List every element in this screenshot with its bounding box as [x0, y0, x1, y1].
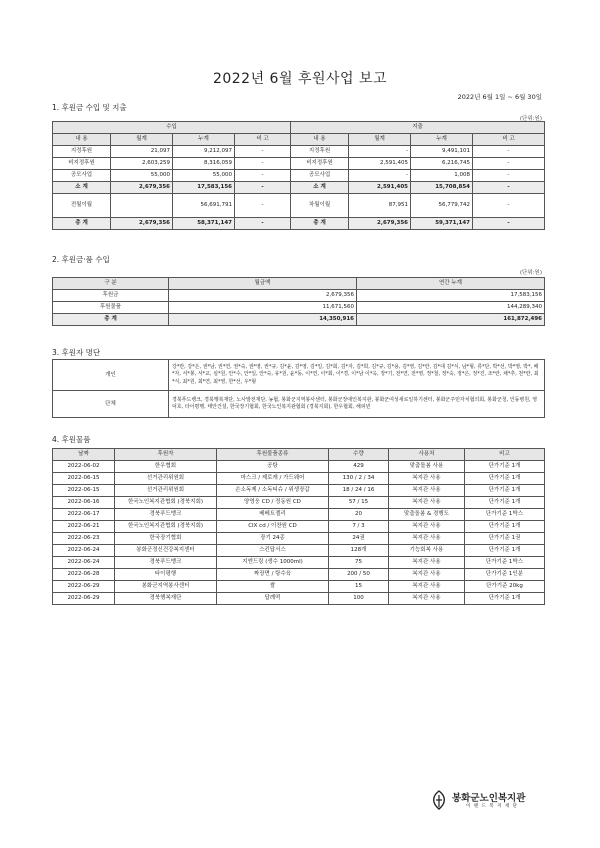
donation-date: 2022-06-24: [53, 545, 115, 557]
income-cumulative-amount: 17,583,156: [173, 182, 235, 194]
item-note: 단가기준 20kg: [465, 581, 545, 593]
item-usage: 기능회복 사용: [389, 545, 465, 557]
income-note: -: [235, 170, 291, 182]
table-row: [53, 533, 545, 545]
item-usage: 복지관 사용: [389, 569, 465, 581]
section2-unit: (단위:원): [519, 270, 542, 276]
expense-item-label: 공모사업: [291, 170, 349, 182]
donated-item: 지엔드링 (생수 1000ml): [217, 557, 329, 569]
donor-name: 선거관리위원회: [115, 485, 217, 497]
item-usage: 복지관 사용: [389, 521, 465, 533]
income-monthly-amount: 2,679,356: [111, 182, 173, 194]
category-label: 총 계: [53, 314, 169, 326]
donated-item: 공탕: [217, 461, 329, 473]
item-usage: 복지관 사용: [389, 473, 465, 485]
donation-date: 2022-06-21: [53, 521, 115, 533]
col-header: 월금액: [169, 278, 357, 290]
item-quantity: 15: [329, 581, 389, 593]
donor-name: 경북푸드뱅크: [115, 557, 217, 569]
donor-name: 한우협회: [115, 461, 217, 473]
col-header: 내 용: [53, 134, 111, 146]
item-usage: 복지관 사용: [389, 557, 465, 569]
donor-name: 한국노인복지관협회 (경북지회): [115, 497, 217, 509]
item-usage: 복지관 사용: [389, 485, 465, 497]
donor-name: 한국장기협회: [115, 533, 217, 545]
donated-item: 손소독제 / 소독티슈 / 위생장갑: [217, 485, 329, 497]
organization-logo-icon: [430, 790, 448, 810]
donated-goods-table: [52, 448, 545, 605]
donor-name: 경북푸드뱅크: [115, 509, 217, 521]
section1-heading: 1. 후원금 수입 및 지출: [52, 103, 127, 112]
col-header: 내 용: [291, 134, 349, 146]
table-row: [53, 391, 545, 418]
col-header: 비 고: [473, 134, 545, 146]
item-quantity: 429: [329, 461, 389, 473]
income-monthly-amount: 55,000: [111, 170, 173, 182]
expense-cumulative-amount: 6,216,745: [411, 158, 473, 170]
expense-item-label: 소 계: [291, 182, 349, 194]
expense-monthly-amount: -: [349, 146, 411, 158]
monthly-amount: 2,679,356: [169, 290, 357, 302]
expense-monthly-amount: -: [349, 170, 411, 182]
donated-item: 답례떡: [217, 593, 329, 605]
organization-seal: [430, 790, 560, 814]
table-row: [53, 218, 545, 230]
donor-type-label: 개인: [53, 360, 169, 391]
item-quantity: 57 / 15: [329, 497, 389, 509]
item-note: 단가기준 1권: [465, 533, 545, 545]
expense-item-label: 차월이월: [291, 194, 349, 218]
organization-name: 봉화군노인복지관: [452, 793, 526, 804]
item-note: 단가기준 1개: [465, 545, 545, 557]
col-header: 비고: [465, 449, 545, 461]
income-monthly-amount: [111, 194, 173, 218]
item-quantity: 18 / 24 / 16: [329, 485, 389, 497]
income-monthly-amount: 2,679,356: [111, 218, 173, 230]
col-header: 후원물품종류: [217, 449, 329, 461]
donor-names: 경북푸드뱅크, 경북행복재단, 노사발전재단, 농협, 봉화군지역봉사센터, 봉화군장애인복지관, 봉화군여성새로일하기센터, 봉화군주민자치협의회, 봉화군청, 인동병원, 영덕호, 타이평행, 태안건설, 한국장기협회, 한국노인복지관협회 (경북지회), 한우협회, 해피빈: [169, 391, 545, 418]
item-note: 단가기준 1박스: [465, 557, 545, 569]
col-header: 누계: [411, 134, 473, 146]
table-row: [53, 158, 545, 170]
annual-cumulative-amount: 17,583,156: [357, 290, 545, 302]
donation-date: 2022-06-28: [53, 569, 115, 581]
table-row: [53, 182, 545, 194]
donation-date: 2022-06-24: [53, 557, 115, 569]
item-usage: 복지관 사용: [389, 581, 465, 593]
donation-date: 2022-06-29: [53, 593, 115, 605]
expense-header: 지출: [291, 122, 545, 134]
income-item-label: 전월이월: [53, 194, 111, 218]
income-cumulative-amount: 9,212,097: [173, 146, 235, 158]
table-row: [53, 360, 545, 391]
income-cumulative-amount: 8,316,059: [173, 158, 235, 170]
table-row: [53, 473, 545, 485]
item-usage: 복지관 사용: [389, 533, 465, 545]
item-usage: 맞춤돌봄 사용: [389, 461, 465, 473]
expense-monthly-amount: 2,679,356: [349, 218, 411, 230]
table-row: [53, 290, 545, 302]
donated-item: 스킨답서스: [217, 545, 329, 557]
table-row: [53, 461, 545, 473]
item-quantity: 24권: [329, 533, 389, 545]
expense-monthly-amount: 2,591,405: [349, 158, 411, 170]
income-monthly-amount: 21,097: [111, 146, 173, 158]
table-row: [53, 569, 545, 581]
item-quantity: 75: [329, 557, 389, 569]
donation-date: 2022-06-15: [53, 473, 115, 485]
section2-heading: 2. 후원금·품 수입: [52, 255, 110, 264]
income-monthly-amount: 2,603,259: [111, 158, 173, 170]
donation-date: 2022-06-16: [53, 497, 115, 509]
item-note: 단가기준 1개: [465, 593, 545, 605]
item-usage: 복지관 사용: [389, 497, 465, 509]
expense-monthly-amount: 2,591,405: [349, 182, 411, 194]
income-note: -: [235, 194, 291, 218]
col-header: 사용처: [389, 449, 465, 461]
donation-date: 2022-06-29: [53, 581, 115, 593]
donated-item: 베베트젤리: [217, 509, 329, 521]
section1-unit: (단위:원): [519, 116, 542, 122]
donation-date: 2022-06-17: [53, 509, 115, 521]
table-row: [53, 485, 545, 497]
col-header: 날짜: [53, 449, 115, 461]
item-note: 단가기준 1인분: [465, 569, 545, 581]
income-header: 수입: [53, 122, 291, 134]
item-usage: 복지관 사용: [389, 593, 465, 605]
donor-name: 타이평행: [115, 569, 217, 581]
donation-summary-table: [52, 277, 545, 326]
income-item-label: 지정후원: [53, 146, 111, 158]
monthly-amount: 14,350,916: [169, 314, 357, 326]
col-header: 누계: [173, 134, 235, 146]
expense-cumulative-amount: 56,779,742: [411, 194, 473, 218]
expense-item-label: 지정후원: [291, 146, 349, 158]
col-header: 후원자: [115, 449, 217, 461]
expense-note: -: [473, 158, 545, 170]
section4-heading: 4. 후원물품: [52, 435, 91, 444]
donor-name: 선거관리위원회: [115, 473, 217, 485]
item-usage: 맞춤돌봄 & 경행도: [389, 509, 465, 521]
donor-name: 한국노인복지관협회 (경북지회): [115, 521, 217, 533]
table-row: [53, 509, 545, 521]
table-row: [53, 146, 545, 158]
table-row: [53, 521, 545, 533]
donated-item: 양영웅 CD / 정동원 CD: [217, 497, 329, 509]
table-row: [53, 593, 545, 605]
table-row: [53, 557, 545, 569]
organization-foundation: 이 랜 드 복 지 재 단: [466, 804, 519, 809]
col-header: 월계: [349, 134, 411, 146]
income-cumulative-amount: 56,691,791: [173, 194, 235, 218]
table-row: [53, 194, 545, 218]
item-quantity: 100: [329, 593, 389, 605]
donor-list-table: [52, 359, 545, 418]
donated-item: 쌀: [217, 581, 329, 593]
col-header: 연간 누계: [357, 278, 545, 290]
annual-cumulative-amount: 161,872,496: [357, 314, 545, 326]
table-row: [53, 497, 545, 509]
donation-date: 2022-06-15: [53, 485, 115, 497]
donor-name: 봉화군정신건강복지센터: [115, 545, 217, 557]
item-note: 단가기준 1박스: [465, 509, 545, 521]
table-row: [53, 545, 545, 557]
item-note: 단가기준 1개: [465, 473, 545, 485]
col-header: 월계: [111, 134, 173, 146]
income-cumulative-amount: 55,000: [173, 170, 235, 182]
income-cumulative-amount: 58,371,147: [173, 218, 235, 230]
expense-item-label: 총 계: [291, 218, 349, 230]
donor-type-label: 단체: [53, 391, 169, 418]
col-header: 수량: [329, 449, 389, 461]
expense-note: -: [473, 170, 545, 182]
item-quantity: 130 / 2 / 34: [329, 473, 389, 485]
item-note: 단가기준 1개: [465, 461, 545, 473]
expense-cumulative-amount: 59,371,147: [411, 218, 473, 230]
category-label: 후원물품: [53, 302, 169, 314]
expense-note: -: [473, 146, 545, 158]
item-quantity: 20: [329, 509, 389, 521]
section3-heading: 3. 후원자 명단: [52, 348, 101, 357]
expense-note: -: [473, 182, 545, 194]
expense-note: -: [473, 194, 545, 218]
item-quantity: 200 / 50: [329, 569, 389, 581]
report-period: 2022년 6월 1일 ~ 6월 30일: [457, 93, 542, 101]
income-item-label: 총 계: [53, 218, 111, 230]
income-note: -: [235, 158, 291, 170]
table-row: [53, 302, 545, 314]
table-row: [53, 314, 545, 326]
category-label: 후원금: [53, 290, 169, 302]
item-note: 단가기준 1개: [465, 497, 545, 509]
annual-cumulative-amount: 144,289,340: [357, 302, 545, 314]
donated-item: 마스크 / 제로캐 / 가드웨어: [217, 473, 329, 485]
item-quantity: 7 / 3: [329, 521, 389, 533]
donor-name: 경북행복재단: [115, 593, 217, 605]
donor-name: 봉화군지역봉사센터: [115, 581, 217, 593]
income-item-label: 비지정후원: [53, 158, 111, 170]
table-row: [53, 581, 545, 593]
page-title: 2022년 6월 후원사업 보고: [212, 71, 388, 87]
monthly-amount: 11,671,560: [169, 302, 357, 314]
expense-note: -: [473, 218, 545, 230]
expense-cumulative-amount: 15,708,854: [411, 182, 473, 194]
item-quantity: 128개: [329, 545, 389, 557]
donated-item: 장기 24종: [217, 533, 329, 545]
item-note: 단가기준 1개: [465, 521, 545, 533]
donated-item: 짜장면 / 탕수육: [217, 569, 329, 581]
expense-cumulative-amount: 9,491,101: [411, 146, 473, 158]
expense-cumulative-amount: 1,008: [411, 170, 473, 182]
item-note: 단가기준 1개: [465, 485, 545, 497]
income-item-label: 소 계: [53, 182, 111, 194]
income-note: -: [235, 218, 291, 230]
income-expense-table: [52, 121, 545, 230]
donated-item: CIX cd / 이찬원 CD: [217, 521, 329, 533]
col-header: 비 고: [235, 134, 291, 146]
income-note: -: [235, 146, 291, 158]
donor-names: 강*란, 강*은, 권*남, 권*연, 권*숙, 권*영, 권*규, 김*윤, 김*영, 김*일, 김*회, 김*자, 김*희, 김*규, 김*용, 김*영, 김*란, 김*대 김*식, 남*형, 류*단, 박*선, 박*영, 박*, 배*자, 서*봉, 서*교, 심*원, 안*수, 안*일, 안*숙, 유*원, 윤*동, 이*연, 이*회, 이*경, 이*남 이*옥, 장*기, 전*연, 전*영, 정*철, 정*숙, 정*은, 정*진, 조*란, 채*추, 천*란, 최*식, 최*원, 최*연, 최*영, 한*선, 우*형: [169, 360, 545, 391]
income-note: -: [235, 182, 291, 194]
donation-date: 2022-06-23: [53, 533, 115, 545]
expense-item-label: 비지정후원: [291, 158, 349, 170]
donation-date: 2022-06-02: [53, 461, 115, 473]
col-header: 구 분: [53, 278, 169, 290]
expense-monthly-amount: 87,951: [349, 194, 411, 218]
table-row: [53, 170, 545, 182]
income-item-label: 공모사업: [53, 170, 111, 182]
